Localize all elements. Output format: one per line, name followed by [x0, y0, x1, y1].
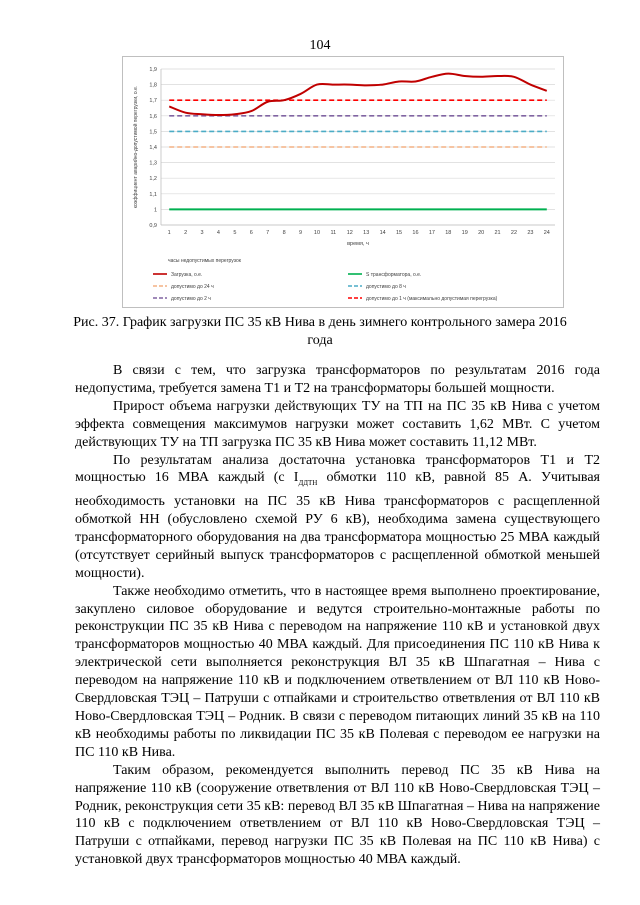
x-tick-label: 15 — [395, 230, 403, 236]
x-tick-label: 5 — [233, 230, 237, 236]
current-subscript: ДДТН — [298, 479, 318, 488]
y-tick-label: 1,2 — [149, 176, 157, 183]
legend-title: часы недопустимых перегрузок — [168, 258, 241, 264]
legend-label: допустимо до 1 ч (максимально допустимая перегрузка) — [366, 296, 498, 302]
x-tick-label: 12 — [346, 230, 353, 236]
y-tick-label: 1 — [153, 207, 157, 214]
y-tick-label: 1,4 — [149, 145, 157, 151]
y-tick-label: 0,9 — [149, 223, 157, 229]
x-tick-label: 1 — [167, 230, 171, 236]
series-line — [169, 74, 547, 115]
x-tick-label: 11 — [330, 230, 337, 236]
figure-caption: Рис. 37. График загрузки ПС 35 кВ Нива в день зимнего контрольного замера 2016 года — [73, 315, 567, 348]
paragraph-4: Также необходимо отметить, что в настоящее время выполнено проектирование, закуплено силовое оборудование и ведутся строительно-монтажные работы по реконструкции ПС 35 кВ Нива с переводом на напряжение 110 кВ и установкой двух трансформаторов мощностью 40 МВА каждый. Для присоединения ПС 110 кВ Нива к электрической сети выполняется реконструкция ВЛ 35 кВ Шпагатная – Нива с переводом на напряжение 110 кВ и подключением ответвлением от ВЛ 110 кВ Ново-Свердловская ТЭЦ – Патруши с отпайками и строительство ответвления от ВЛ 110 кВ Ново-Свердловская ТЭЦ – Родник. В связи с переводом питающих линий 35 кВ на 110 кВ необходимы работы по ликвидации ПС 35 кВ Полевая с переводом ее нагрузки на ПС 110 кВ Нива. — [75, 583, 600, 760]
legend-label: Загрузка, о.е. — [171, 272, 203, 278]
x-tick-label: 13 — [363, 230, 370, 236]
legend-label: допустимо до 8 ч — [366, 284, 406, 290]
paragraph-3 — [75, 452, 600, 583]
x-tick-label: 21 — [494, 230, 501, 236]
x-axis-label: время, ч — [347, 241, 369, 247]
legend-label: S трансформатора, о.е. — [366, 272, 422, 278]
x-tick-label: 18 — [445, 230, 452, 236]
load-chart-svg — [123, 57, 563, 307]
x-tick-label: 9 — [299, 230, 303, 236]
x-tick-label: 7 — [266, 230, 270, 236]
x-tick-label: 6 — [249, 230, 253, 236]
y-tick-label: 1,6 — [149, 113, 157, 120]
paragraph-1: В связи с тем, что загрузка трансформаторов по результатам 2016 года недопустима, требуется замена Т1 и Т2 на трансформаторы большей мощности. — [75, 363, 600, 396]
x-tick-label: 2 — [184, 230, 188, 236]
x-tick-label: 22 — [510, 230, 518, 236]
x-tick-label: 10 — [313, 230, 321, 236]
paragraph-5: Таким образом, рекомендуется выполнить перевод ПС 35 кВ Нива на напряжение 110 кВ (сооружение ответвления от ВЛ 110 кВ Ново-Свердловская ТЭЦ – Родник, реконструкция сети 35 кВ: перевод ВЛ 35 кВ Шпагатная – Нива на напряжение 110 кВ с подключением ответвлением от ВЛ 110 кВ Ново-Свердловская ТЭЦ – Патруши с отпайками, перевод нагрузки ПС 35 кВ Полевая на ПС 110 кВ Нива) с установкой двух трансформаторов мощностью 40 МВА каждый. — [75, 762, 600, 868]
y-tick-label: 1,3 — [149, 160, 157, 167]
x-tick-label: 23 — [527, 230, 534, 236]
paragraph-3-part-b: обмотки 110 кВ, равной 85 А. Учитывая необходимость установки на ПС 35 кВ Нива трансформаторов с расщепленной обмоткой НН (обусловлено схемой РУ 6 кВ), необходима замена существующего трансформаторного оборудования на два трансформатора мощностью 25 МВА каждый (отсутствует серийный выпуск трансформаторов с расщепленной обмоткой меньшей мощности). — [75, 470, 600, 581]
x-tick-label: 14 — [379, 230, 386, 236]
load-chart — [122, 56, 564, 308]
page-number: 104 — [309, 38, 331, 53]
y-tick-label: 1,1 — [149, 191, 157, 198]
x-tick-label: 3 — [200, 230, 204, 236]
legend-label: допустимо до 2 ч — [171, 296, 211, 302]
y-tick-label: 1,8 — [149, 82, 157, 89]
x-tick-label: 19 — [461, 230, 468, 236]
x-tick-label: 20 — [478, 230, 485, 236]
x-tick-label: 4 — [216, 230, 220, 236]
legend-label: допустимо до 24 ч — [171, 284, 214, 290]
x-tick-label: 17 — [428, 230, 435, 236]
y-tick-label: 1,7 — [149, 98, 157, 105]
y-tick-label: 1,9 — [149, 67, 157, 73]
y-axis-label: коэффициент аварийно-допустимой перегрузки, о.е. — [133, 85, 139, 209]
body-text — [75, 362, 600, 869]
x-tick-label: 16 — [412, 230, 419, 236]
x-tick-label: 24 — [543, 230, 550, 236]
paragraph-2: Прирост объема нагрузки действующих ТУ на ТП на ПС 35 кВ Нива с учетом эффекта совмещения максимумов нагрузки может составить 1,62 МВт. С учетом действующих ТУ на ТП загрузка ПС 35 кВ Нива может составить 11,12 МВт. — [75, 398, 600, 450]
paragraph-3-part-a: По результатам анализа достаточна установка трансформаторов Т1 и Т2 мощностью 16 МВА каждый (с I — [75, 452, 600, 486]
x-tick-label: 8 — [282, 230, 286, 236]
y-tick-label: 1,5 — [149, 129, 157, 136]
